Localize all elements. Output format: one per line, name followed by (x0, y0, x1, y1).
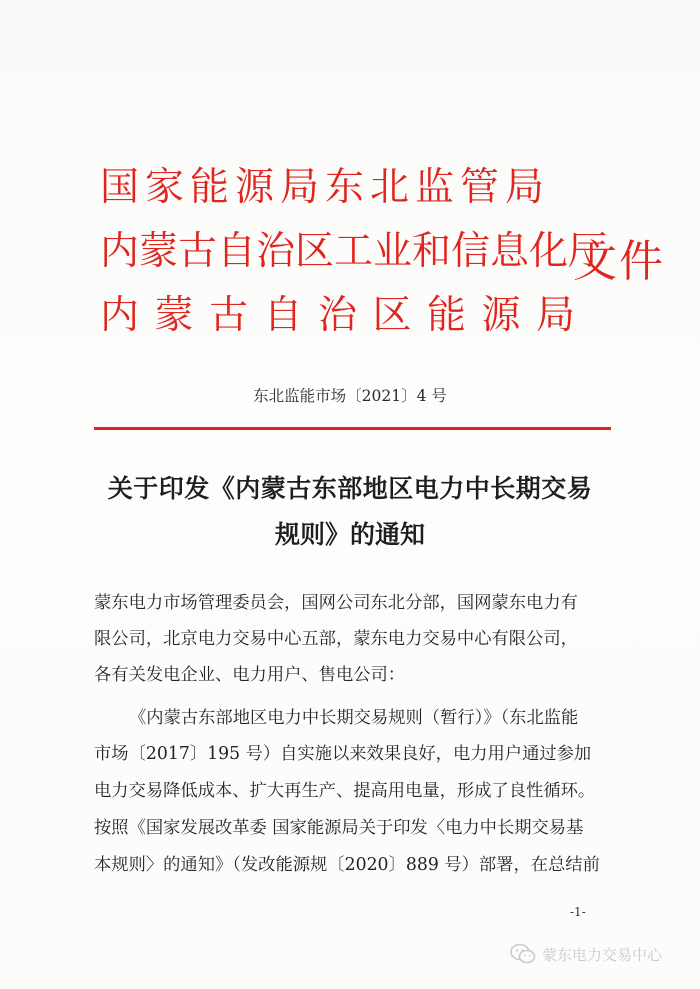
body-line-5: 市场〔2017〕195 号）自实施以来效果良好，电力用户通过参加 (94, 744, 592, 764)
body-line-1: 蒙东电力市场管理委员会，国网公司东北分部，国网蒙东电力有 (94, 593, 578, 613)
issuer-name-2: 内蒙古自治区工业和信息化厅 (100, 229, 608, 274)
body-line-3: 各有关发电企业、电力用户、售电公司： (94, 665, 406, 685)
red-divider-line (94, 427, 611, 430)
page-number: -1- (570, 905, 586, 919)
document-number: 东北监能市场〔2021〕4 号 (253, 387, 447, 405)
document-title-line-1: 关于印发《内蒙古东部地区电力中长期交易 (107, 474, 593, 503)
watermark-text: 蒙东电力交易中心 (542, 945, 663, 964)
body-line-6: 电力交易降低成本、扩大再生产、提高用电量，形成了良性循环。 (94, 781, 596, 801)
document-type-label: 文件 (573, 236, 665, 287)
issuer-name-3: 内蒙古自治区能源局 (100, 293, 591, 338)
body-line-7: 按照《国家发展改革委 国家能源局关于印发〈电力中长期交易基 (94, 818, 584, 838)
body-line-8: 本规则〉的通知》（发改能源规〔2020〕889 号）部署，在总结前 (94, 855, 600, 875)
body-line-2: 限公司，北京电力交易中心五部，蒙东电力交易中心有限公司， (94, 629, 578, 649)
body-line-4: 《内蒙古东部地区电力中长期交易规则（暂行）》（东北监能 (129, 708, 579, 728)
wechat-watermark (510, 943, 662, 965)
issuer-name-1: 国家能源局东北监管局 (100, 165, 551, 210)
wechat-icon (510, 943, 536, 965)
document-title-line-2: 规则》的通知 (274, 520, 425, 549)
